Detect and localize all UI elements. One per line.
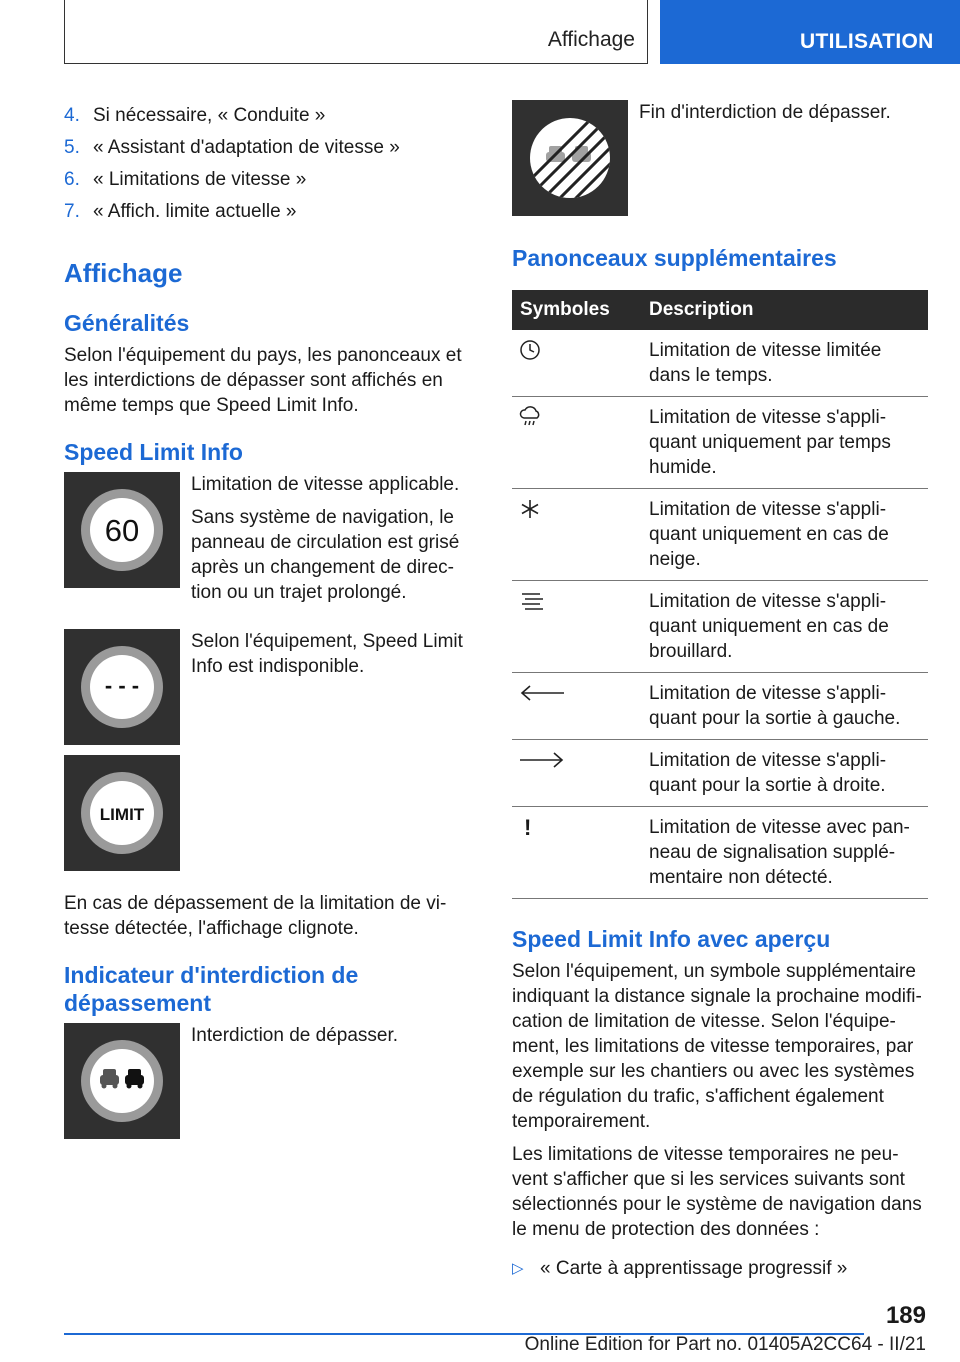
left-column bbox=[64, 100, 474, 1139]
clock-icon bbox=[518, 346, 542, 367]
table-header-row bbox=[512, 290, 928, 330]
no-overtake-caption: Interdiction de dépasser. bbox=[191, 1025, 399, 1046]
table-row bbox=[512, 807, 928, 899]
speed-sign-60-image bbox=[64, 472, 180, 588]
table-row bbox=[512, 489, 928, 581]
table-cell-description: Limitation de vitesse avec pan-neau de signalisation supplé-mentaire non détecté. bbox=[641, 807, 928, 899]
list-item: 6. « Limitations de vitesse » bbox=[64, 169, 307, 190]
no-overtaking-sign-image bbox=[64, 1023, 180, 1139]
table-cell-description: Limitation de vitesse limitée dans le temps. bbox=[641, 330, 928, 397]
section-title-affichage: Affichage bbox=[64, 258, 183, 288]
preview-text-2: Les limitations de vitesse temporaires ne peu-vent s'afficher que si les services suivants sont sélectionnés pour le système de navigation dans le menu de protection des données : bbox=[512, 1144, 922, 1240]
list-item: 4. Si nécessaire, « Conduite » bbox=[64, 105, 326, 126]
subsection-title-generalites: Généralités bbox=[64, 310, 190, 336]
table-row bbox=[512, 673, 928, 740]
end-no-overtaking-sign-image bbox=[512, 100, 628, 216]
header-chapter-tab[interactable]: UTILISATION bbox=[660, 0, 960, 64]
arrow-right-icon bbox=[518, 756, 566, 777]
table-row bbox=[512, 397, 928, 489]
list-item: 7. « Affich. limite actuelle » bbox=[64, 201, 297, 222]
fig2-caption: Selon l'équipement, Speed Limit Info est indisponible. bbox=[191, 631, 463, 677]
svg-text:60: 60 bbox=[104, 513, 140, 548]
list-item: 5. « Assistant d'adaptation de vitesse » bbox=[64, 137, 400, 158]
arrow-left-icon bbox=[518, 689, 566, 710]
subsection-title-panonceaux: Panonceaux supplémentaires bbox=[512, 245, 837, 271]
speed-sign-unavailable-image bbox=[64, 629, 180, 745]
subsection-title-preview: Speed Limit Info avec aperçu bbox=[512, 926, 831, 952]
table-row bbox=[512, 330, 928, 397]
speed-sign-limit-image bbox=[64, 755, 180, 871]
table-row bbox=[512, 581, 928, 673]
footer-edition: Online Edition for Part no. 01405A2CC64 - II/21 bbox=[524, 1334, 926, 1355]
bullet-text: « Carte à apprentissage progressif » bbox=[540, 1258, 848, 1279]
fog-icon bbox=[518, 597, 546, 618]
triangle-bullet-icon: ▷ bbox=[512, 1260, 524, 1277]
svg-text:- - -: - - - bbox=[104, 673, 140, 698]
snowflake-icon bbox=[518, 505, 542, 526]
subsection-title-no-overtake: Indicateur d'interdiction de dépassement bbox=[64, 962, 359, 1016]
table-cell-description: Limitation de vitesse s'appli-quant uniquement en cas de neige. bbox=[641, 489, 928, 581]
right-column bbox=[512, 100, 928, 1281]
rain-cloud-icon bbox=[518, 413, 544, 434]
column-header-description: Description bbox=[641, 290, 928, 330]
exclamation-icon: ! bbox=[524, 815, 532, 840]
column-header-symbols: Symboles bbox=[512, 290, 641, 330]
svg-text:LIMIT: LIMIT bbox=[99, 805, 145, 824]
table-row bbox=[512, 740, 928, 807]
figure-row-dashes bbox=[64, 629, 474, 745]
symbols-table bbox=[512, 290, 928, 899]
table-cell-description: Limitation de vitesse s'appli-quant pour la sortie à droite. bbox=[641, 740, 928, 807]
step-list bbox=[64, 100, 474, 228]
exceed-text: En cas de dépassement de la limitation de vi-tesse détectée, l'affichage clignote. bbox=[64, 893, 447, 939]
preview-text-1: Selon l'équipement, un symbole supplémentaire indiquant la distance signale la prochaine modifi-cation de limitation de vitesse. Selon l'équipe-ment, les limitations de vitesse temporaires, par exemple sur les chantiers ou avec les systèmes de régulation du trafic, s'affichent également temporairement. bbox=[512, 961, 922, 1132]
generalites-text: Selon l'équipement du pays, les panonceaux et les interdictions de dépasser sont affichés en même temps que Speed Limit Info. bbox=[64, 345, 462, 416]
end-no-overtake-caption: Fin d'interdiction de dépasser. bbox=[639, 102, 891, 123]
fig1-caption-1: Limitation de vitesse applicable. bbox=[191, 474, 460, 495]
subsection-title-speed-limit: Speed Limit Info bbox=[64, 439, 243, 465]
table-cell-description: Limitation de vitesse s'appli-quant uniquement par temps humide. bbox=[641, 397, 928, 489]
figure-row-60 bbox=[64, 472, 474, 613]
fig1-caption-2: Sans système de navigation, le panneau de circulation est grisé après un changement de direc-tion ou un trajet prolongé. bbox=[191, 507, 460, 603]
list-item bbox=[512, 1256, 928, 1281]
figure-row-no-overtake bbox=[64, 1023, 474, 1139]
header-section-title: Affichage bbox=[547, 28, 635, 51]
header-section-box bbox=[64, 0, 648, 64]
figure-row-end-no-overtake bbox=[512, 100, 928, 216]
table-cell-description: Limitation de vitesse s'appli-quant uniquement en cas de brouillard. bbox=[641, 581, 928, 673]
page-number: 189 bbox=[885, 1302, 926, 1329]
table-cell-description: Limitation de vitesse s'appli-quant pour la sortie à gauche. bbox=[641, 673, 928, 740]
